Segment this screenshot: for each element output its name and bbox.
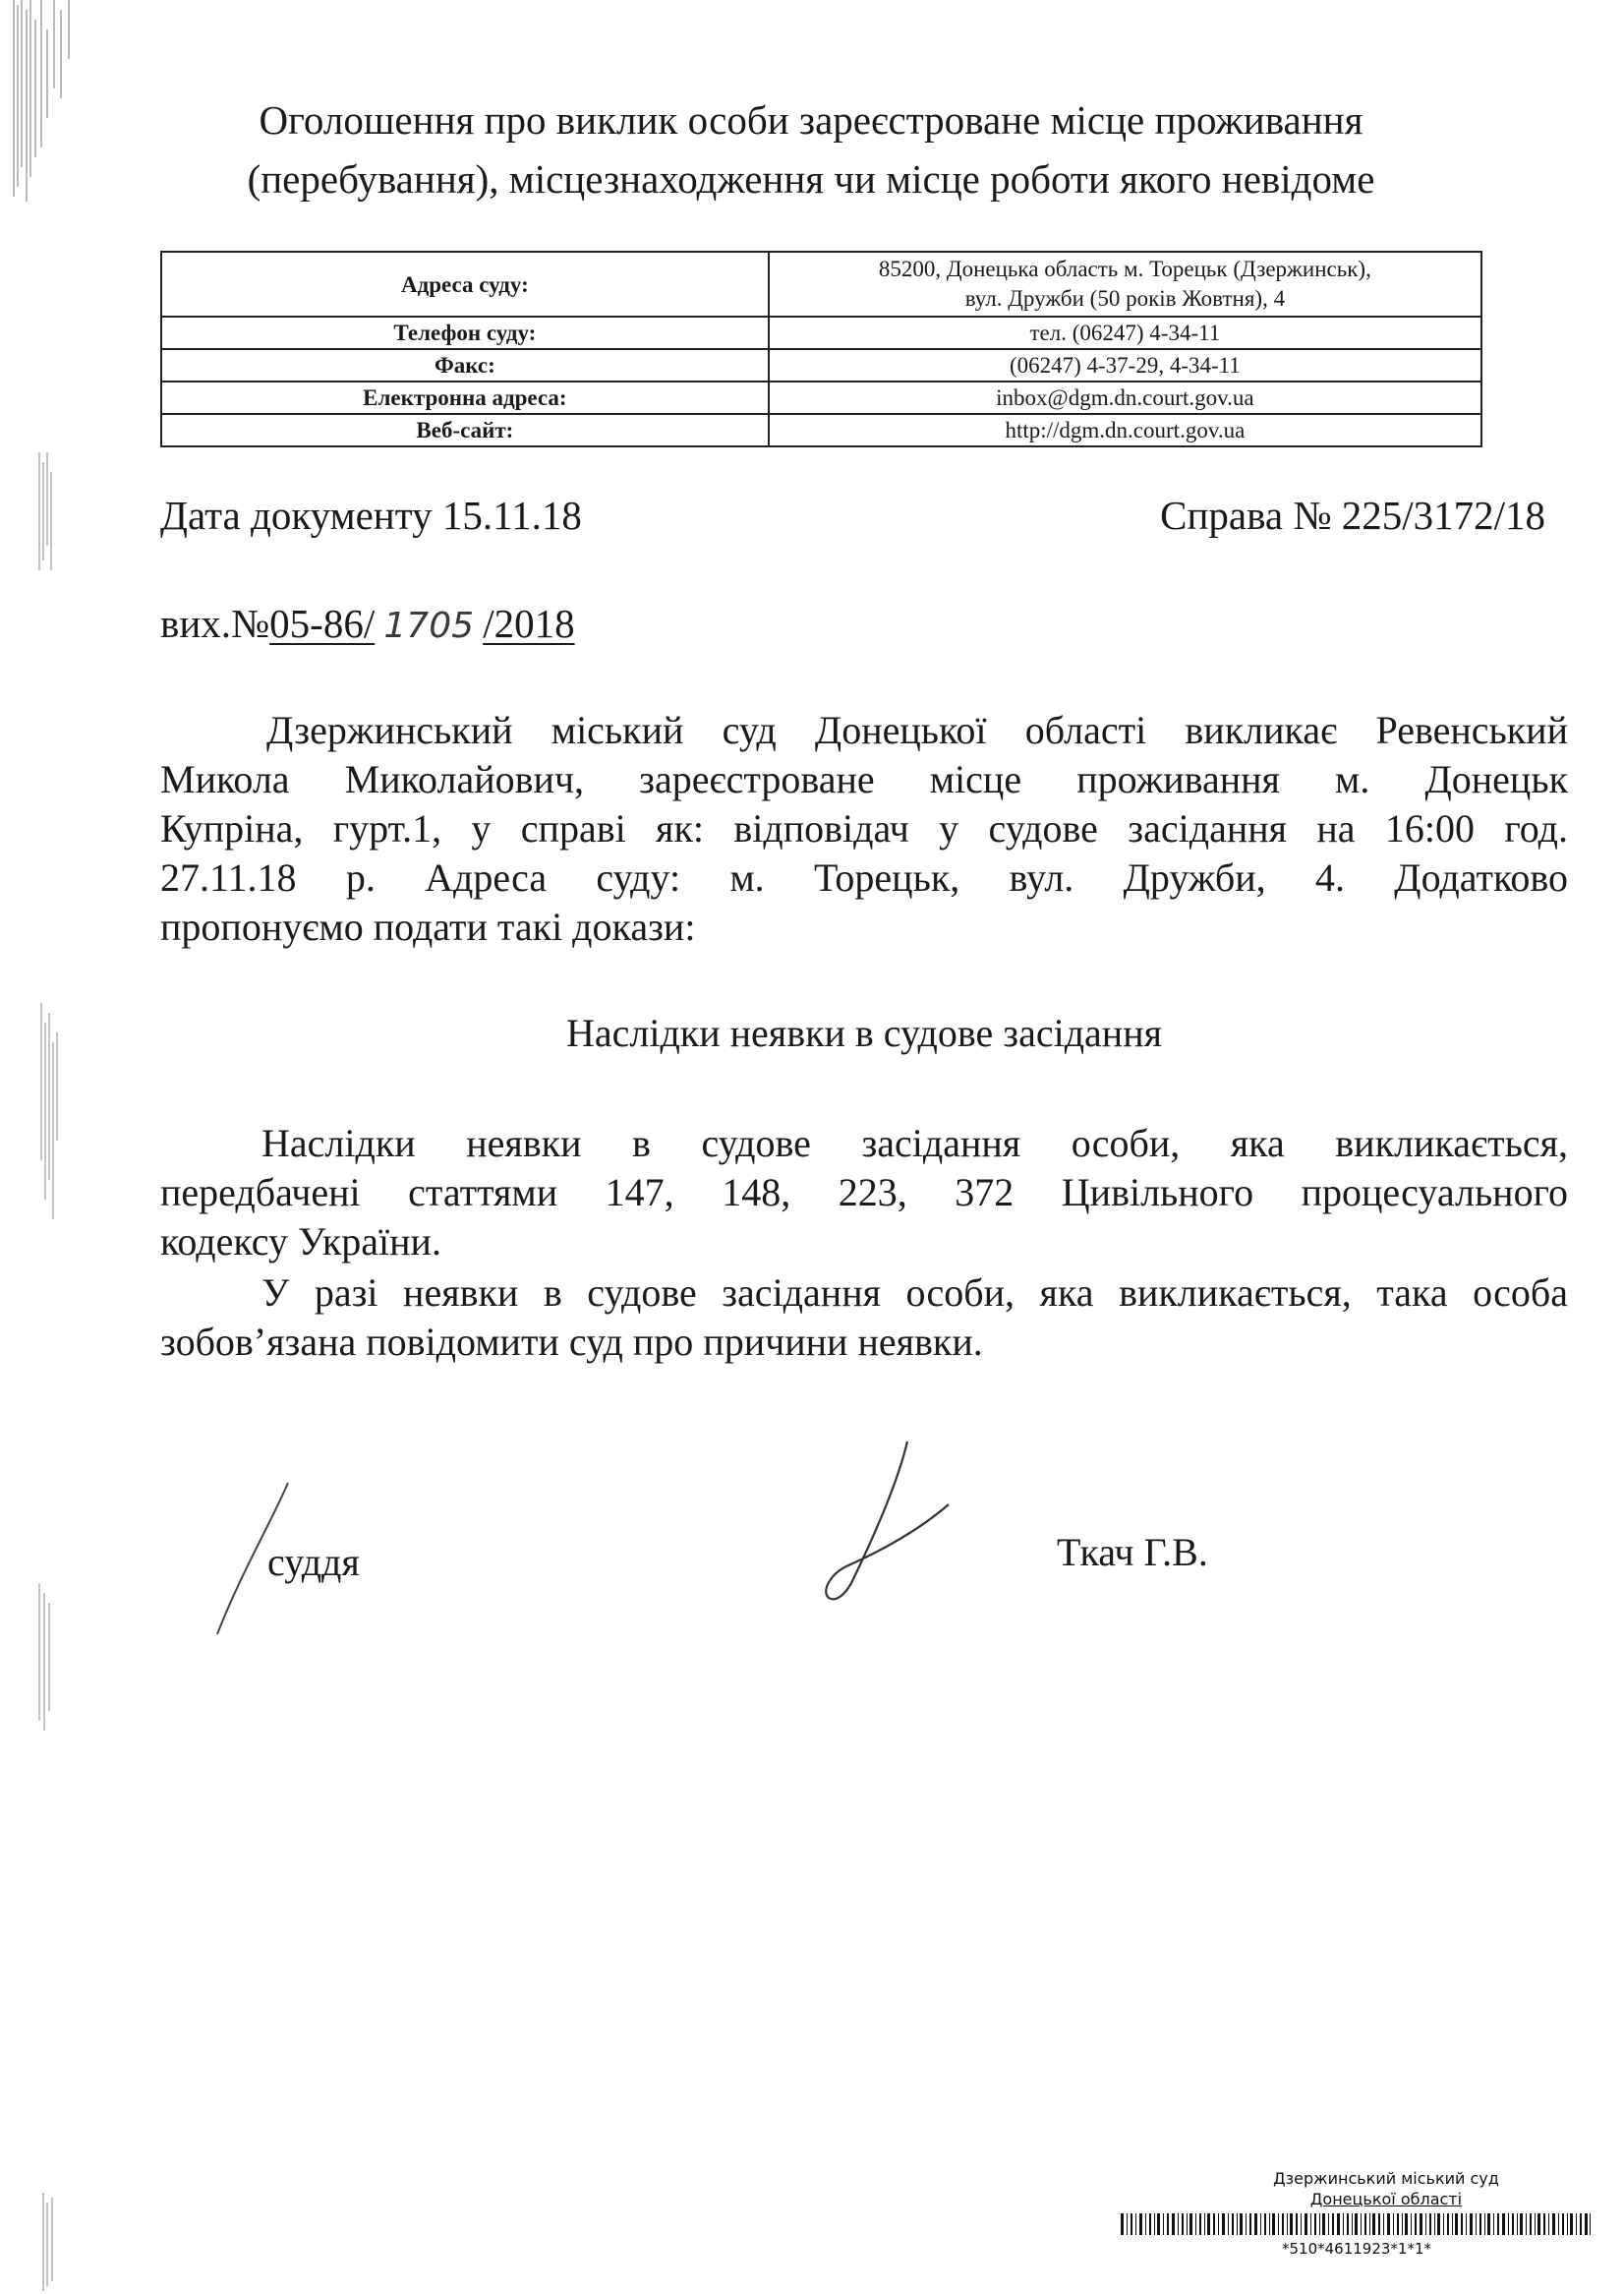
scan-artifact-middle <box>0 452 118 1731</box>
paragraph-line: кодексу України. <box>160 1219 441 1264</box>
paragraph-line: передбачені статтями 147, 148, 223, 372 Цивільного процесуального <box>160 1170 1568 1214</box>
website-value: http://dgm.dn.court.gov.ua <box>769 414 1481 446</box>
scan-artifact-bottom <box>0 2193 118 2291</box>
phone-value: тел. (06247) 4-34-11 <box>769 317 1481 349</box>
email-label: Електронна адреса: <box>161 382 769 414</box>
consequences-paragraph <box>160 1119 1568 1266</box>
paragraph-line: Наслідки неявки в судове засідання особи, яка викликається, <box>261 1121 1568 1165</box>
stamp-court-line-1: Дзержинський міський суд <box>1273 2169 1499 2188</box>
summons-paragraph <box>160 706 1568 952</box>
paragraph-line: Дзержинський міський суд Донецької області викликає Ревенський <box>266 708 1568 752</box>
outgoing-handwritten-number: 1705 <box>383 606 475 646</box>
outgoing-part-2: /2018 <box>483 601 575 646</box>
website-label: Веб-сайт: <box>161 414 769 446</box>
table-row <box>161 252 1481 317</box>
paragraph-line: Купріна, гурт.1, у справі як: відповідач у судове засідання на 16:00 год. <box>160 806 1568 851</box>
outgoing-part-1: 05-86/ <box>269 601 376 646</box>
paragraph-line: У разі неявки в судове засідання особи, яка викликається, така особа <box>261 1270 1568 1315</box>
paragraph-line: зобов’язана повідомити суд про причини неявки. <box>160 1320 983 1364</box>
address-line-2: вул. Дружби (50 років Жовтня), 4 <box>964 286 1286 311</box>
consequences-heading: Наслідки неявки в судове засідання <box>565 1011 1163 1055</box>
announcement-title <box>147 90 1475 208</box>
paragraph-line: пропонуємо подати такі докази: <box>160 905 696 949</box>
title-line-2: (перебування), місцезнаходження чи місце роботи якого невідоме <box>247 156 1375 202</box>
fax-value: (06247) 4-37-29, 4-34-11 <box>769 349 1481 382</box>
email-value: inbox@dgm.dn.court.gov.ua <box>769 382 1481 414</box>
table-row <box>161 382 1481 414</box>
judge-label: суддя <box>267 1540 360 1584</box>
table-row <box>161 317 1481 349</box>
address-label: Адреса суду: <box>161 252 769 317</box>
outgoing-number-value <box>269 601 574 646</box>
outgoing-number <box>160 600 575 647</box>
outgoing-prefix: вих.№ <box>160 601 270 646</box>
document-date: Дата документу 15.11.18 <box>160 493 582 538</box>
barcode-icon <box>1121 2213 1593 2235</box>
court-info-table <box>160 251 1482 447</box>
address-value <box>769 252 1481 317</box>
notification-paragraph <box>160 1268 1568 1367</box>
barcode-number: *510*4611923*1*1* <box>1281 2240 1432 2258</box>
paragraph-line: 27.11.18 р. Адреса суду: м. Торецьк, вул. Дружби, 4. Додатково <box>160 855 1568 900</box>
table-row <box>161 414 1481 446</box>
table-row <box>161 349 1481 382</box>
judge-name: Ткач Г.В. <box>1057 1530 1208 1574</box>
paragraph-line: Микола Миколайович, зареєстроване місце проживання м. Донецьк <box>160 757 1568 801</box>
address-line-1: 85200, Донецька область м. Торецьк (Дзержинськ), <box>878 257 1371 281</box>
phone-label: Телефон суду: <box>161 317 769 349</box>
signature-stroke-left <box>211 1475 300 1642</box>
case-number: Справа № 225/3172/18 <box>1160 493 1545 538</box>
judge-signature <box>801 1436 958 1613</box>
stamp-court-line-2: Донецької області <box>1309 2190 1463 2208</box>
scan-artifact-top <box>0 0 118 206</box>
title-line-1: Оголошення про виклик особи зареєстроване місце проживання <box>259 97 1363 143</box>
fax-label: Факс: <box>161 349 769 382</box>
court-registration-stamp <box>1121 2168 1593 2258</box>
